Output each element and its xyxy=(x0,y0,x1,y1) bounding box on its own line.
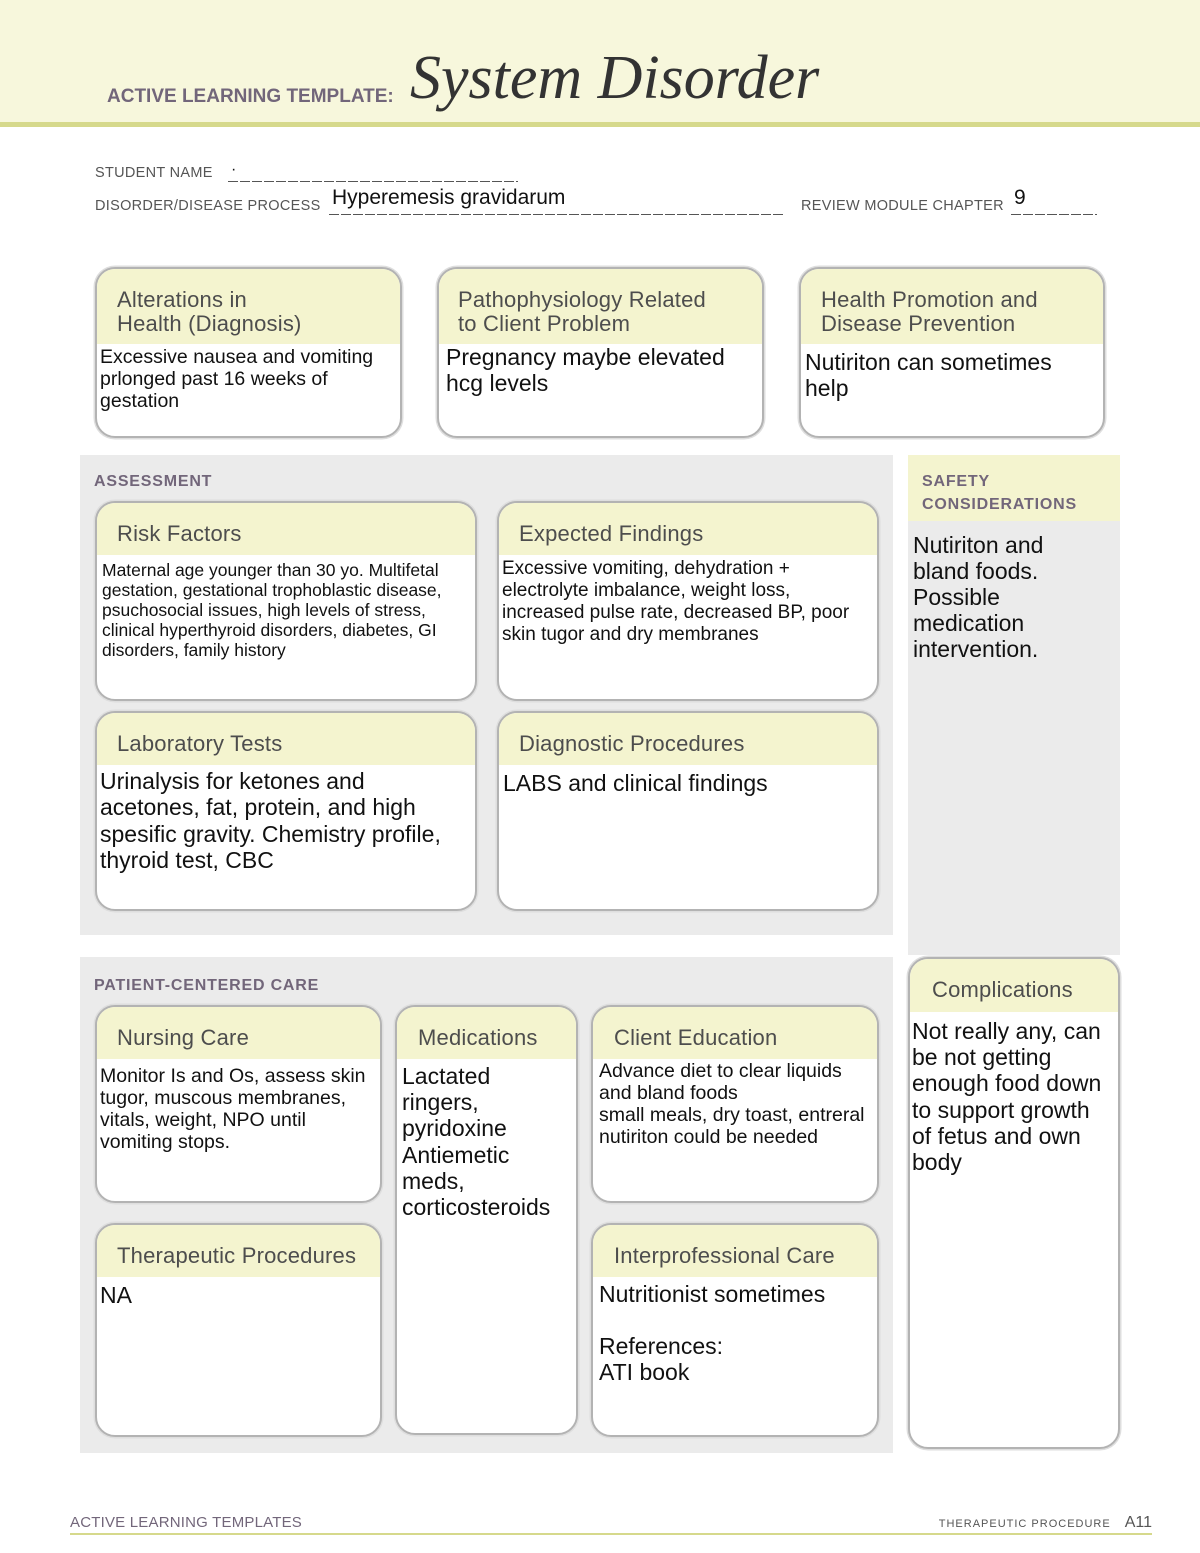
health-promotion-content[interactable]: Nutiriton can sometimes help xyxy=(805,349,1052,401)
student-name-label: STUDENT NAME xyxy=(95,165,213,181)
diagnostic-procedures-title: Diagnostic Procedures xyxy=(519,731,745,756)
therapeutic-procedures-content[interactable]: NA xyxy=(100,1282,132,1308)
template-title: System Disorder xyxy=(410,44,820,112)
interprofessional-care-header xyxy=(593,1225,877,1277)
footer-page-number: A11 xyxy=(1124,1514,1152,1531)
client-education-title: Client Education xyxy=(614,1025,778,1050)
expected-findings-content[interactable]: Excessive vomiting, dehydration + electrolyte imbalance, weight loss, increased pulse rate, decreased BP, poor skin tugor and dry membranes xyxy=(502,558,850,645)
client-education-content[interactable]: Advance diet to clear liquids and bland foods small meals, dry toast, entreral nutiriton could be needed xyxy=(599,1060,865,1148)
review-module-chapter-label: REVIEW MODULE CHAPTER xyxy=(801,198,1004,214)
therapeutic-procedures-header xyxy=(97,1225,380,1277)
medications-header xyxy=(397,1007,576,1059)
laboratory-tests-content[interactable]: Urinalysis for ketones and acetones, fat, protein, and high spesific gravity. Chemistry profile, thyroid test, CBC xyxy=(100,768,441,873)
therapeutic-procedures-title: Therapeutic Procedures xyxy=(117,1243,357,1268)
footer-section: THERAPEUTIC PROCEDURE xyxy=(938,1518,1111,1530)
pathophysiology-title: Pathophysiology Related to Client Problem xyxy=(458,287,706,336)
laboratory-tests-box xyxy=(95,711,477,911)
assessment-label: ASSESSMENT xyxy=(94,473,213,490)
complications-header xyxy=(910,959,1118,1012)
complications-title: Complications xyxy=(932,977,1073,1002)
diagnostic-procedures-header xyxy=(499,713,877,765)
disorder-process-field[interactable]: Hyperemesis gravidarum xyxy=(329,186,783,215)
safety-considerations-label: SAFETY CONSIDERATIONS xyxy=(922,473,1077,513)
footer-page-info xyxy=(939,1514,1152,1533)
complications-box xyxy=(908,957,1120,1449)
laboratory-tests-title: Laboratory Tests xyxy=(117,731,283,756)
risk-factors-content[interactable]: Maternal age younger than 30 yo. Multifetal gestation, gestational trophoblastic disease, psuchosocial issues, high levels of stress, clinical hyperthyroid disorders, diabetes, GI disorders, family history xyxy=(102,560,442,660)
diagnostic-procedures-box xyxy=(497,711,879,911)
risk-factors-header xyxy=(97,503,475,555)
pathophysiology-header xyxy=(439,269,762,344)
laboratory-tests-header xyxy=(97,713,475,765)
health-promotion-header xyxy=(801,269,1103,344)
interprofessional-care-box xyxy=(591,1223,879,1437)
nursing-care-title: Nursing Care xyxy=(117,1025,250,1050)
footer-title: ACTIVE LEARNING TEMPLATES xyxy=(70,1514,302,1531)
complications-content[interactable]: Not really any, can be not getting enough food down to support growth of fetus and own body xyxy=(912,1018,1102,1176)
diagnostic-procedures-content[interactable]: LABS and clinical findings xyxy=(503,770,768,796)
alterations-in-health-box xyxy=(95,267,402,438)
medications-box xyxy=(395,1005,578,1435)
review-module-chapter-field[interactable]: 9 xyxy=(1011,186,1097,215)
interprofessional-care-title: Interprofessional Care xyxy=(614,1243,835,1268)
health-promotion-box xyxy=(799,267,1105,438)
footer-divider xyxy=(70,1533,1152,1535)
health-promotion-title: Health Promotion and Disease Prevention xyxy=(821,287,1038,336)
therapeutic-procedures-box xyxy=(95,1223,382,1437)
alterations-in-health-title: Alterations in Health (Diagnosis) xyxy=(117,287,302,336)
client-education-header xyxy=(593,1007,877,1059)
disorder-process-label: DISORDER/DISEASE PROCESS xyxy=(95,198,321,214)
expected-findings-title: Expected Findings xyxy=(519,521,704,546)
alterations-in-health-header xyxy=(97,269,400,344)
medications-content[interactable]: Lactated ringers, pyridoxine Antiemetic meds, corticosteroids xyxy=(402,1063,551,1221)
risk-factors-box xyxy=(95,501,477,701)
safety-considerations-panel xyxy=(908,455,1120,955)
patient-centered-care-label: PATIENT-CENTERED CARE xyxy=(94,977,320,994)
pathophysiology-content[interactable]: Pregnancy maybe elevated hcg levels xyxy=(446,344,725,396)
pathophysiology-box xyxy=(437,267,764,438)
expected-findings-box xyxy=(497,501,879,701)
nursing-care-content[interactable]: Monitor Is and Os, assess skin tugor, muscous membranes, vitals, weight, NPO until vomiting stops. xyxy=(100,1065,366,1153)
alterations-in-health-content[interactable]: Excessive nausea and vomiting prlonged past 16 weeks of gestation xyxy=(100,346,374,412)
client-education-box xyxy=(591,1005,879,1203)
risk-factors-title: Risk Factors xyxy=(117,521,242,546)
safety-considerations-header xyxy=(908,455,1120,521)
template-label: ACTIVE LEARNING TEMPLATE: xyxy=(107,86,394,107)
nursing-care-header xyxy=(97,1007,380,1059)
medications-title: Medications xyxy=(418,1025,538,1050)
safety-considerations-content[interactable]: Nutiriton and bland foods. Possible medication intervention. xyxy=(913,532,1044,662)
nursing-care-box xyxy=(95,1005,382,1203)
student-name-field[interactable]: · xyxy=(228,160,518,182)
expected-findings-header xyxy=(499,503,877,555)
interprofessional-care-content[interactable]: Nutritionist sometimes References: ATI book xyxy=(599,1281,826,1385)
